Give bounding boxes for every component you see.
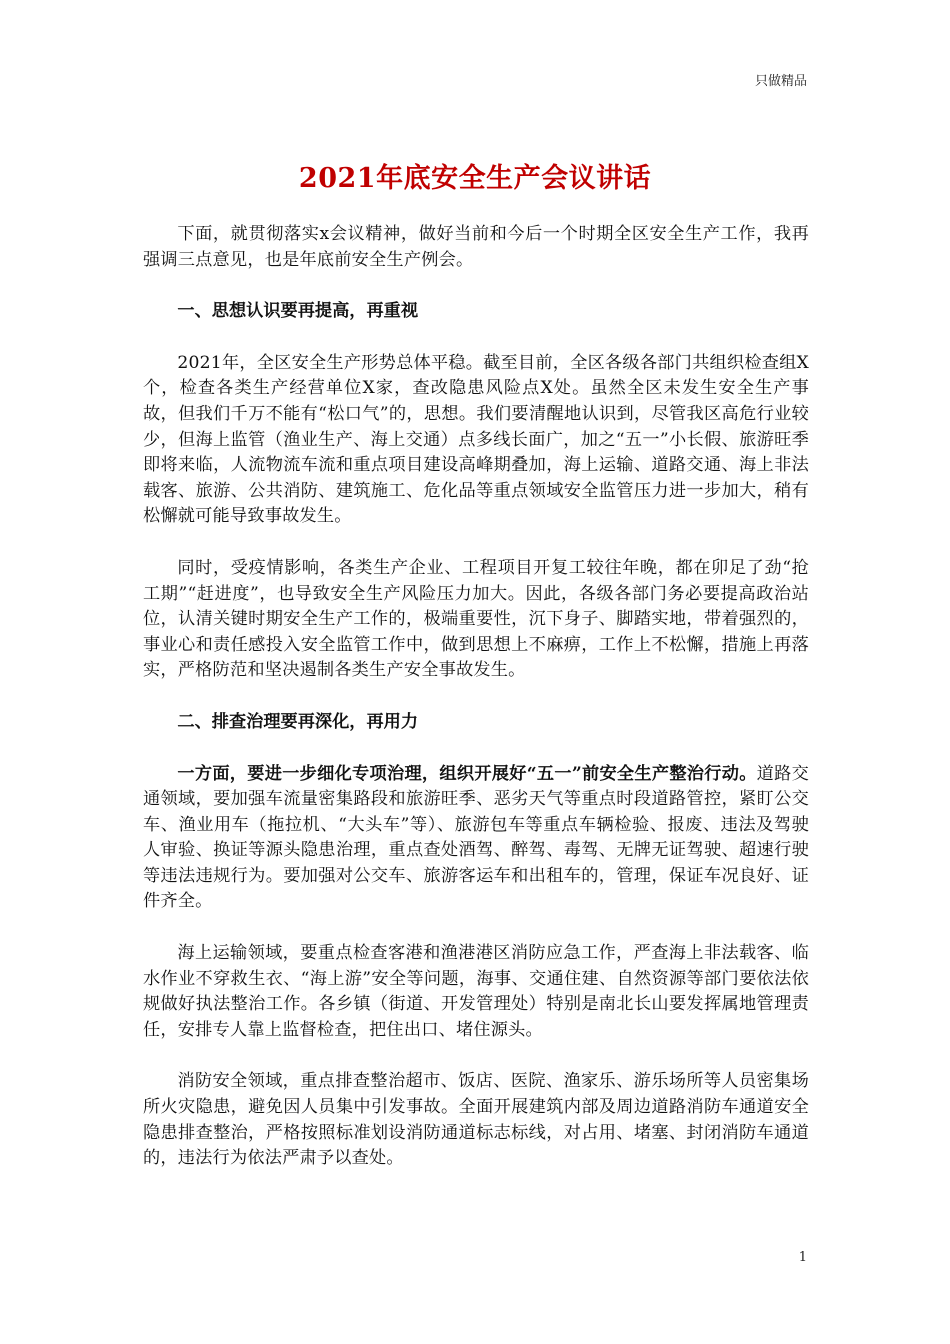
section-2-paragraph-3: 消防安全领域，重点排查整治超市、饭店、医院、渔家乐、游乐场所等人员密集场所火灾隐患，避免因人员集中引发事故。全面开展建筑内部及周边道路消防车通道安全隐患排查整治，严格按照标准划设消防通道标志标线，对占用、堵塞、封闭消防车通道的，违法行为依法严肃予以查处。: [143, 1071, 809, 1169]
page-number: 1: [798, 1250, 807, 1265]
header-note: 只做精品: [754, 74, 807, 89]
section-2-heading: 二、排查治理要再深化，再用力: [177, 711, 419, 732]
section-1-paragraph-1: 2021年，全区安全生产形势总体平稳。截至目前，全区各级各部门共组织检查组X个，检查各类生产经营单位X家，查改隐患风险点X处。虽然全区未发生安全生产事故，但我们千万不能有“松口气”的，思想。我们要清醒地认识到，尽管我区高危行业较少，但海上监管（渔业生产、海上交通）点多线长面广，加之“五一”小长假、旅游旺季即将来临，人流物流车流和重点项目建设高峰期叠加，海上运输、道路交通、海上非法载客、旅游、公共消防、建筑施工、危化品等重点领域安全监管压力进一步加大，稍有松懈就可能导致事故发生。: [143, 352, 809, 527]
section-2-paragraph-1: [143, 762, 809, 916]
section-2-paragraph-1-lead: 一方面，要进一步细化专项治理，组织开展好“五一”前安全生产整治行动。: [177, 763, 757, 784]
section-2-paragraph-2: 海上运输领域，要重点检查客港和渔港港区消防应急工作，严查海上非法载客、临水作业不穿救生衣、“海上游”安全等问题，海事、交通住建、自然资源等部门要依法依规做好执法整治工作。各乡镇（街道、开发管理处）特别是南北长山要发挥属地管理责任，安排专人靠上监督检查，把住出口、堵住源头。: [143, 943, 809, 1040]
section-1-heading: 一、思想认识要再提高，再重视: [177, 301, 419, 322]
section-1-paragraph-2: 同时，受疫情影响，各类生产企业、工程项目开复工较往年晚，都在卯足了劲“抢工期”“赶进度”，也导致安全生产风险压力加大。因此，各级各部门务必要提高政治站位，认清关键时期安全生产工作的，极端重要性，沉下身子、脚踏实地，带着强烈的，事业心和责任感投入安全监管工作中，做到思想上不麻痹，工作上不松懈，措施上再落实，严格防范和坚决遏制各类生产安全事故发生。: [143, 557, 809, 681]
section-2-paragraph-1-rest: 道路交通领域，要加强车流量密集路段和旅游旺季、恶劣天气等重点时段道路管控，紧盯公交车、渔业用车（拖拉机、“大头车”等）、旅游包车等重点车辆检验、报废、违法及驾驶人审验、换证等源头隐患治理，重点查处酒驾、醉驾、毒驾、无牌无证驾驶、超速行驶等违法违规行为。要加强对公交车、旅游客运车和出租车的，管理，保证车况良好、证件齐全。: [143, 763, 809, 912]
intro-paragraph: 下面，就贯彻落实x会议精神，做好当前和今后一个时期全区安全生产工作，我再强调三点意见，也是年底前安全生产例会。: [143, 224, 809, 270]
document-title: 2021年底安全生产会议讲话: [298, 163, 652, 194]
document-body: [143, 222, 809, 1198]
